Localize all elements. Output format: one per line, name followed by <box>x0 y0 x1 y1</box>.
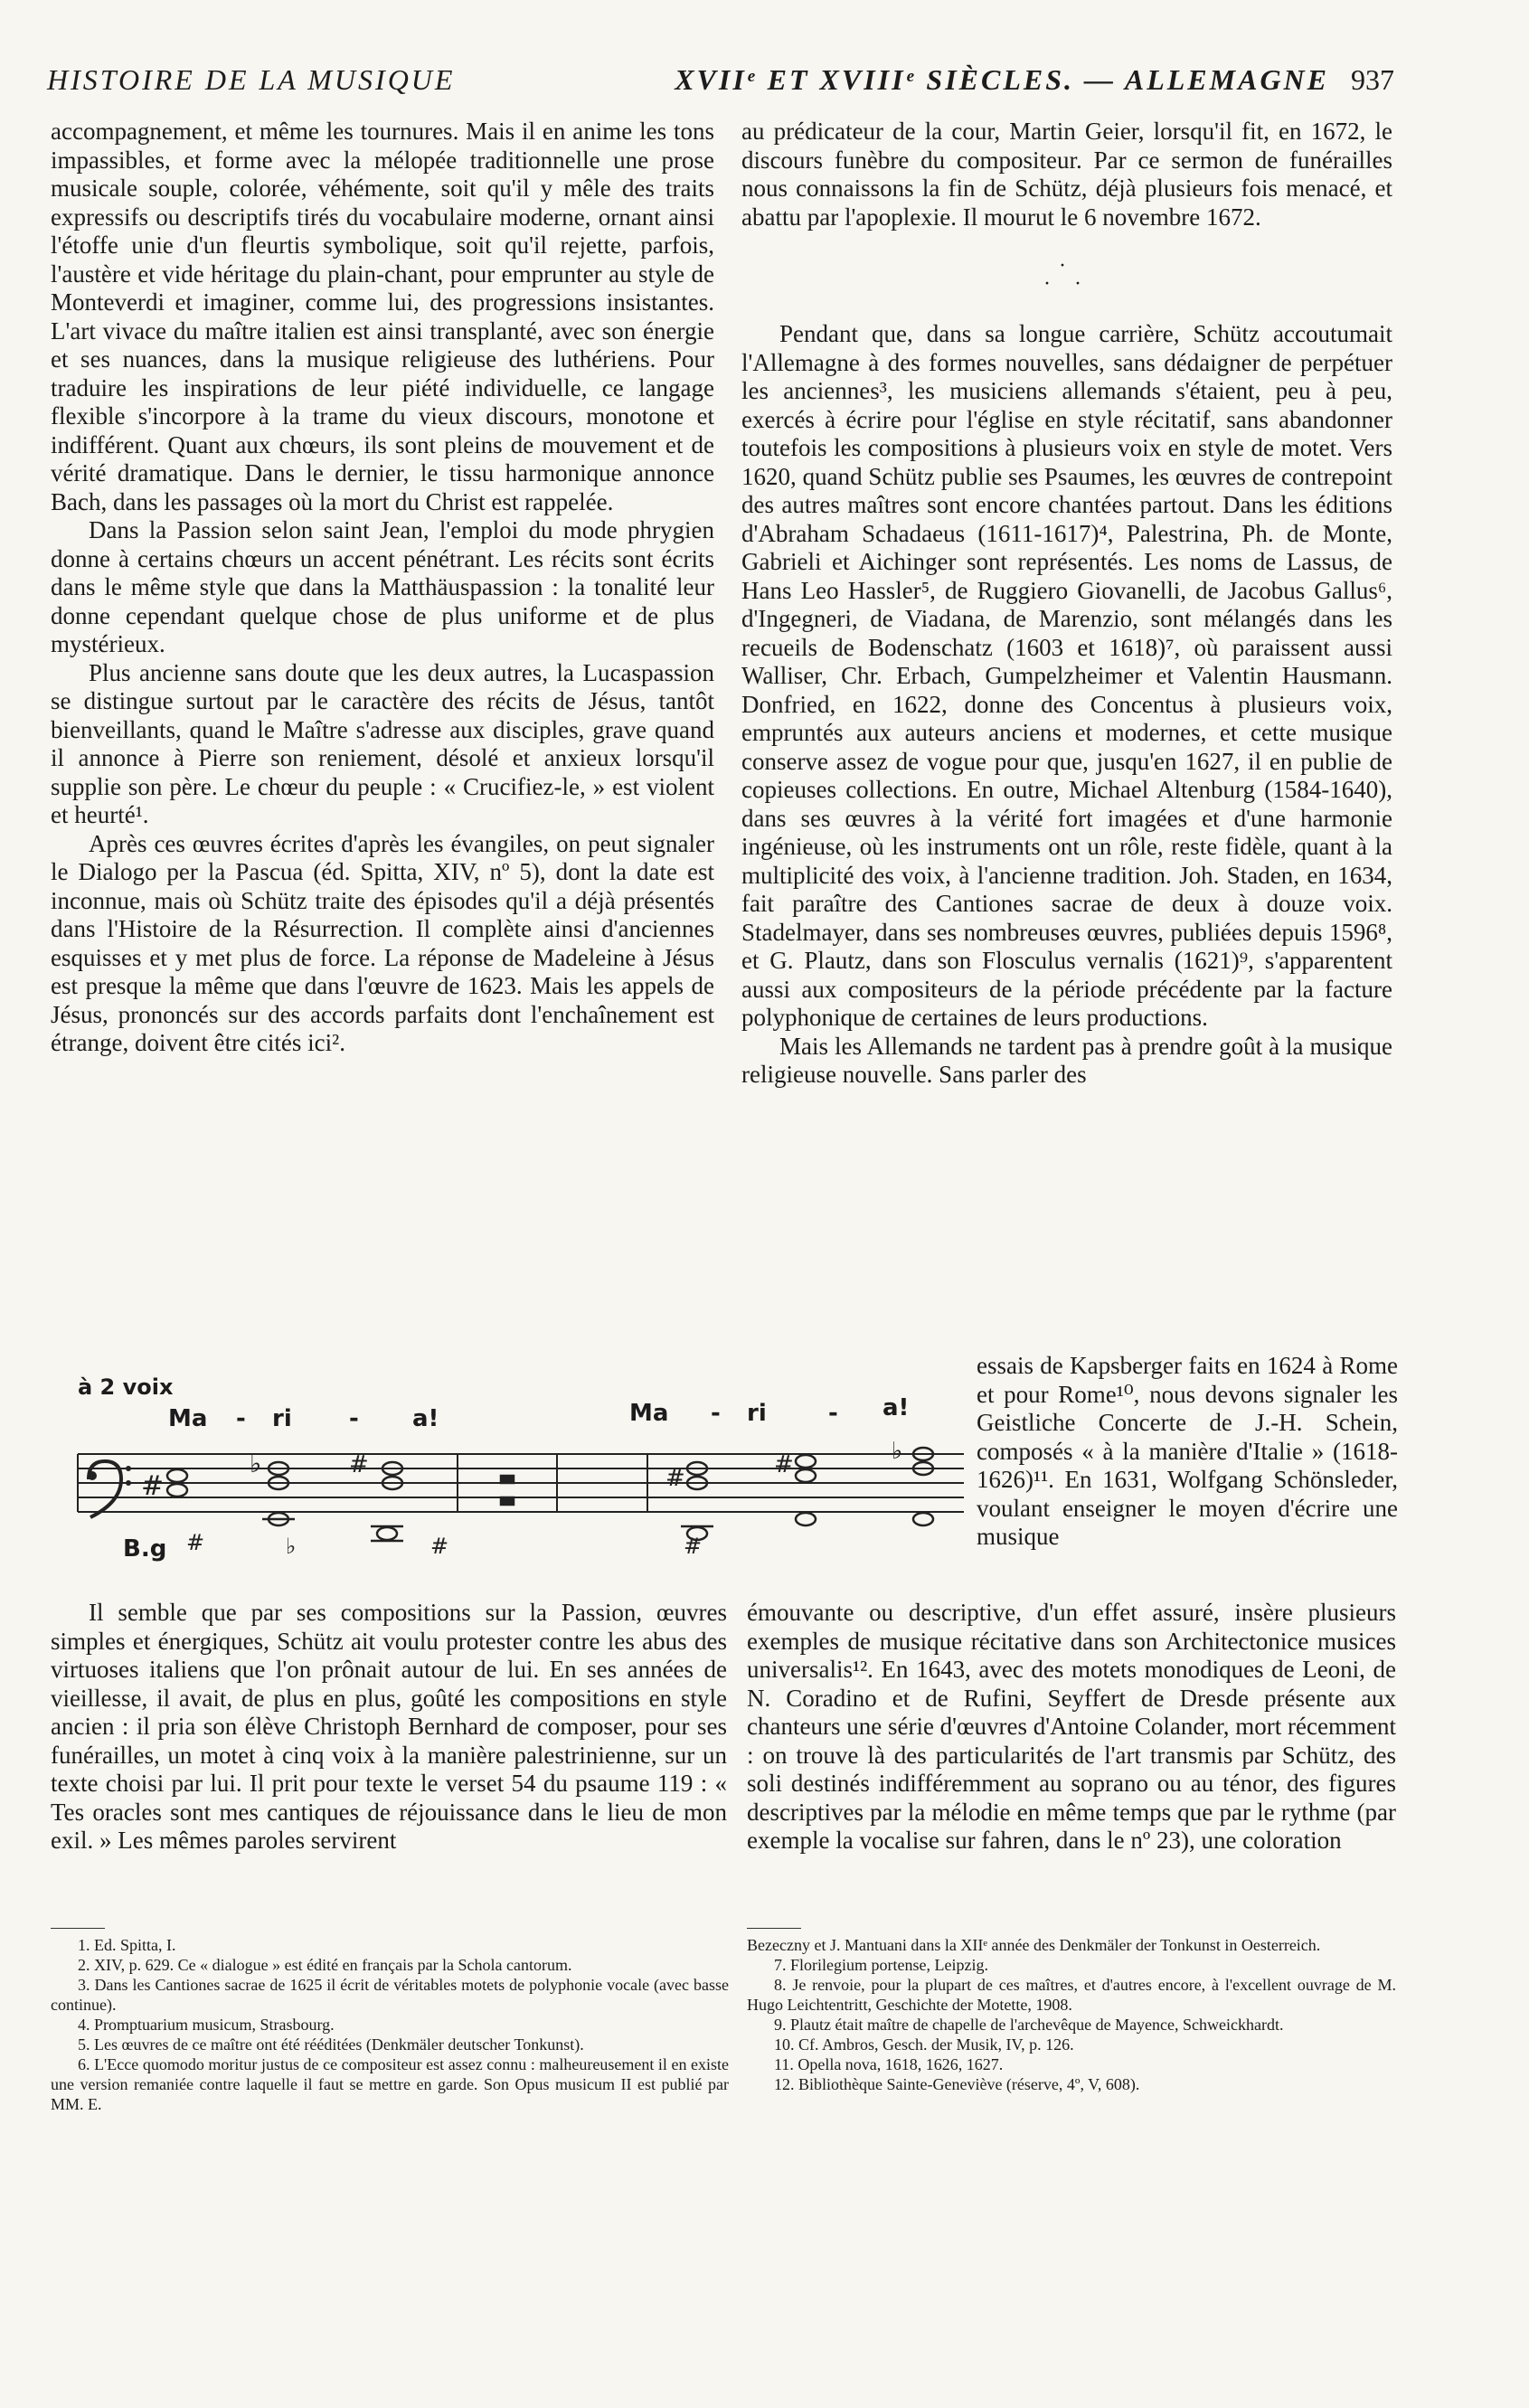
bass-label: B.g <box>123 1535 167 1563</box>
footnote: 10. Cf. Ambros, Gesch. der Musik, IV, p. 126. <box>774 2035 1074 2054</box>
right-column-bottom <box>747 1599 1396 1856</box>
footnote: 2. XIV, p. 629. Ce « dialogue » est édité en français par la Schola cantorum. <box>78 1956 572 1974</box>
lyric-syllable: a! <box>882 1394 910 1421</box>
header-section <box>675 63 1394 97</box>
paragraph: au prédicateur de la cour, Martin Geier, lorsqu'il fit, en 1672, le discours funèbre du compositeur. Par ce sermon de funérailles nous connaissons la fin de Schütz, déjà plusieurs fois menacé, et abattu par l'apoplexie. Il mourut le 6 novembre 1672. <box>741 118 1392 231</box>
left-column-top <box>51 118 714 1058</box>
svg-text:#: # <box>186 1530 205 1555</box>
paragraph: émouvante ou descriptive, d'un effet assuré, insère plusieurs exemples de musique récitative dans son Architectonice musices universalis¹². En 1643, avec des motets monodiques de Leoni, de N. Coradino et de Rufini, Seyffert de Dresde présente aux chanteurs une série d'œuvres d'Antoine Colander, mort récemment : on trouve là des particularités de l'art transmis par Schütz, des soli destinés indifféremment au soprano ou au ténor, des figures descriptives par la mélodie en même temps que par le rythme (par exemple la vocalise sur fahren, dans le nº 23), une coloration <box>747 1599 1396 1854</box>
footnote: 7. Florilegium portense, Leipzig. <box>774 1956 988 1974</box>
paragraph: Mais les Allemands ne tardent pas à prendre goût à la musique religieuse nouvelle. Sans parler des <box>741 1032 1392 1088</box>
lyric-syllable: - <box>236 1405 246 1432</box>
paragraph: Pendant que, dans sa longue carrière, Schütz accoutumait l'Allemagne à des formes nouvelles, sans dédaigner de perpétuer les anciennes³, les musiciens allemands s'étaient, peu à peu, exercés à écrire pour l'église en style récitatif, sans abandonner toutefois les compositions à plusieurs voix en style de motet. Vers 1620, quand Schütz publie ses Psaumes, les œuvres de contrepoint des autres maîtres sont encore chantées partout. Dans les éditions d'Abraham Schadaeus (1611-1617)⁴, Palestrina, Ph. de Monte, Gabrieli et Aichinger sont représentés. Les noms de Lassus, de Hans Leo Hassler⁵, de Ruggiero Giovanelli, de Jacobus Gallus⁶, d'Ingegneri, de Viadana, de Marenzio, sont mélangés dans les recueils de Bodenschatz (1603 et 1618)⁷, où paraissent aussi Walliser, Chr. Erbach, Gumpelzheimer et Valentin Hausmann. Donfried, en 1622, donne des Concentus à plusieurs voix, empruntés aux auteurs anciens et modernes, et cette musique conserve assez de vogue pour que, jusqu'en 1627, il en publie de copieuses collections. En outre, Michael Altenburg (1584-1640), dans ses œuvres à la vérité fort imagées et d'une harmonie ingénieuse, où les instruments ont un rôle, reste fidèle, quant à la multiplicité des voix, à l'ancienne tradition. Joh. Staden, en 1634, fait paraître des Cantiones sacrae de deux à douze voix. Stadelmayer, dans ses nombreuses œuvres, publiées depuis 1596⁸, et G. Plautz, dans son Flosculus vernalis (1621)⁹, s'apparentent aussi aux compositeurs de la période précédente par la facture polyphonique de certaines de leurs productions. <box>741 320 1392 1031</box>
footnotes-right <box>747 1935 1396 2094</box>
paragraph: accompagnement, et même les tournures. Mais il en anime les tons impassibles, et forme avec la mélopée traditionnelle une prose musicale souple, colorée, véhémente, soit qu'il y mêle des traits expressifs ou descriptifs tirés du vocabulaire moderne, ornant ainsi l'étoffe unie d'un fleurtis symbolique, soit qu'il rejette, parfois, l'austère et vide héritage du plain-chant, pour emprunter au style de Monteverdi et imaginer, comme lui, des progressions insistantes. L'art vivace du maître italien est ainsi transplanté, avec son énergie et ses nuances, dans la musique religieuse des luthériens. Pour traduire les inspirations de leur piété individuelle, ce langage flexible s'incorpore à la trame du vieux discours, monotone et indifférent. Quant aux chœurs, ils sont pleins de mouvement et de vérité dramatique. Dans le dernier, le tissu harmonique annonce Bach, dans les passages où la mort du Christ est rappelée. <box>51 118 714 515</box>
footnote: 3. Dans les Cantiones sacrae de 1625 il écrit de véritables motets de polyphonie vocale (avec basse continue). <box>51 1976 729 2014</box>
svg-text:#: # <box>665 1465 685 1492</box>
running-header <box>47 63 1394 109</box>
footnotes-left <box>51 1935 729 2114</box>
paragraph: Dans la Passion selon saint Jean, l'emploi du mode phrygien donne à certains chœurs un accent pénétrant. Les récits sont écrits dans le même style que dans la Matthäuspassion : la tonalité leur donne cependant quelque chose de plus uniforme et de plus mystérieux. <box>51 516 714 657</box>
svg-text:#: # <box>684 1534 703 1559</box>
lyric-syllable: Ma <box>629 1400 669 1427</box>
header-title: HISTOIRE DE LA MUSIQUE <box>47 63 456 96</box>
footnote: 4. Promptuarium musicum, Strasbourg. <box>78 2016 335 2034</box>
lyric-syllable: - <box>711 1400 721 1427</box>
svg-text:#: # <box>430 1534 449 1559</box>
page-number: 937 <box>1351 63 1394 96</box>
footnote: 11. Opella nova, 1618, 1626, 1627. <box>774 2055 1004 2073</box>
footnote: 12. Bibliothèque Sainte-Geneviève (réserve, 4º, V, 608). <box>774 2075 1140 2093</box>
footnote: 5. Les œuvres de ce maître ont été rééditées (Denkmäler deutscher Tonkunst). <box>78 2035 584 2054</box>
footnote: 9. Plautz était maître de chapelle de l'archevêque de Mayence, Schweickhardt. <box>774 2016 1284 2034</box>
bass-clef-icon <box>88 1461 131 1517</box>
svg-text:#: # <box>774 1451 794 1478</box>
footnote-rule <box>51 1928 105 1929</box>
svg-text:#: # <box>349 1451 369 1478</box>
footnote: Bezeczny et J. Mantuani dans la XIIᵉ année des Denkmäler der Tonkunst in Oesterreich. <box>747 1936 1321 1954</box>
lyric-syllable: - <box>349 1405 359 1432</box>
paragraph: Il semble que par ses compositions sur la Passion, œuvres simples et énergiques, Schütz ait voulu protester contre les abus des virtuoses italiens que l'on prônait autour de lui. En ses années de vieillesse, il avait, de plus en plus, goûté les compositions en style ancien : il pria son élève Christoph Bernhard de composer, pour ses funérailles, un motet à cinq voix à la manière palestrinienne, sur un texte choisi par lui. Il prit pour texte le verset 54 du psaume 119 : « Tes oracles sont mes cantiques de réjouissance dans le lieu de mon exil. » Les mêmes paroles servirent <box>51 1599 727 1854</box>
footnote: 1. Ed. Spitta, I. <box>78 1936 176 1954</box>
footnote: 6. L'Ecce quomodo moritur justus de ce compositeur est assez connu : malheureusement il en existe une version remaniée contre laquelle il faut se mettre en garde. Son Opus musicum II est publié par MM. E. <box>51 2055 729 2113</box>
section-separator: · · · <box>1043 254 1090 296</box>
voices-label: à 2 voix <box>78 1374 174 1400</box>
svg-text:♭: ♭ <box>250 1449 262 1478</box>
paragraph: Après ces œuvres écrites d'après les évangiles, on peut signaler le Dialogo per la Pascua (éd. Spitta, XIV, nº 5), dont la date est inconnue, mais où Schütz traite des épisodes qu'il a déjà présentés dans l'Histoire de la Résurrection. Il complète ainsi d'anciennes esquisses et y met plus de force. La réponse de Madeleine à Jésus est presque la même que dans l'œuvre de 1623. Mais les appels de Jésus, prononcés sur des accords parfaits dont l'enchaînement est étrange, doivent être cités ici². <box>51 829 714 1056</box>
lyric-syllable: a! <box>412 1405 439 1432</box>
left-column-bottom <box>51 1599 727 1856</box>
music-staff <box>51 1373 964 1581</box>
lyric-syllable: ri <box>747 1400 767 1427</box>
footnote-rule <box>747 1928 801 1929</box>
right-column-top <box>741 118 1392 1090</box>
right-column-wrap <box>977 1352 1398 1552</box>
svg-text:#: # <box>141 1470 165 1502</box>
svg-text:♭: ♭ <box>286 1534 297 1559</box>
lyric-syllable: - <box>828 1400 838 1427</box>
music-example <box>51 1373 964 1581</box>
lyric-syllable: Ma <box>168 1405 208 1432</box>
paragraph: essais de Kapsberger faits en 1624 à Rome et pour Rome¹⁰, nous devons signaler les Geistliche Concerte de J.-H. Schein, composés « à la manière d'Italie » (1618-1626)¹¹. En 1631, Wolfgang Schönsleder, voulant enseigner le moyen d'écrire une musique <box>977 1352 1398 1550</box>
paragraph: Plus ancienne sans doute que les deux autres, la Lucaspassion se distingue surtout par le caractère des récits de Jésus, tantôt bienveillants, quand le Maître s'adresse aux disciples, grave quand il annonce à Pierre son reniement, désolé et anxieux lorsqu'il supplie son père. Le chœur du peuple : « Crucifiez-le, » est violent et heurté¹. <box>51 658 714 828</box>
footnote: 8. Je renvoie, pour la plupart de ces maîtres, et d'autres encore, à l'excellent ouvrage de M. Hugo Leichtentritt, Geschichte der Motette, 1908. <box>747 1976 1396 2014</box>
svg-text:♭: ♭ <box>892 1438 903 1465</box>
lyric-syllable: ri <box>272 1405 292 1432</box>
header-section-title: XVIIᵉ ET XVIIIᵉ SIÈCLES. — ALLEMAGNE <box>675 63 1329 96</box>
